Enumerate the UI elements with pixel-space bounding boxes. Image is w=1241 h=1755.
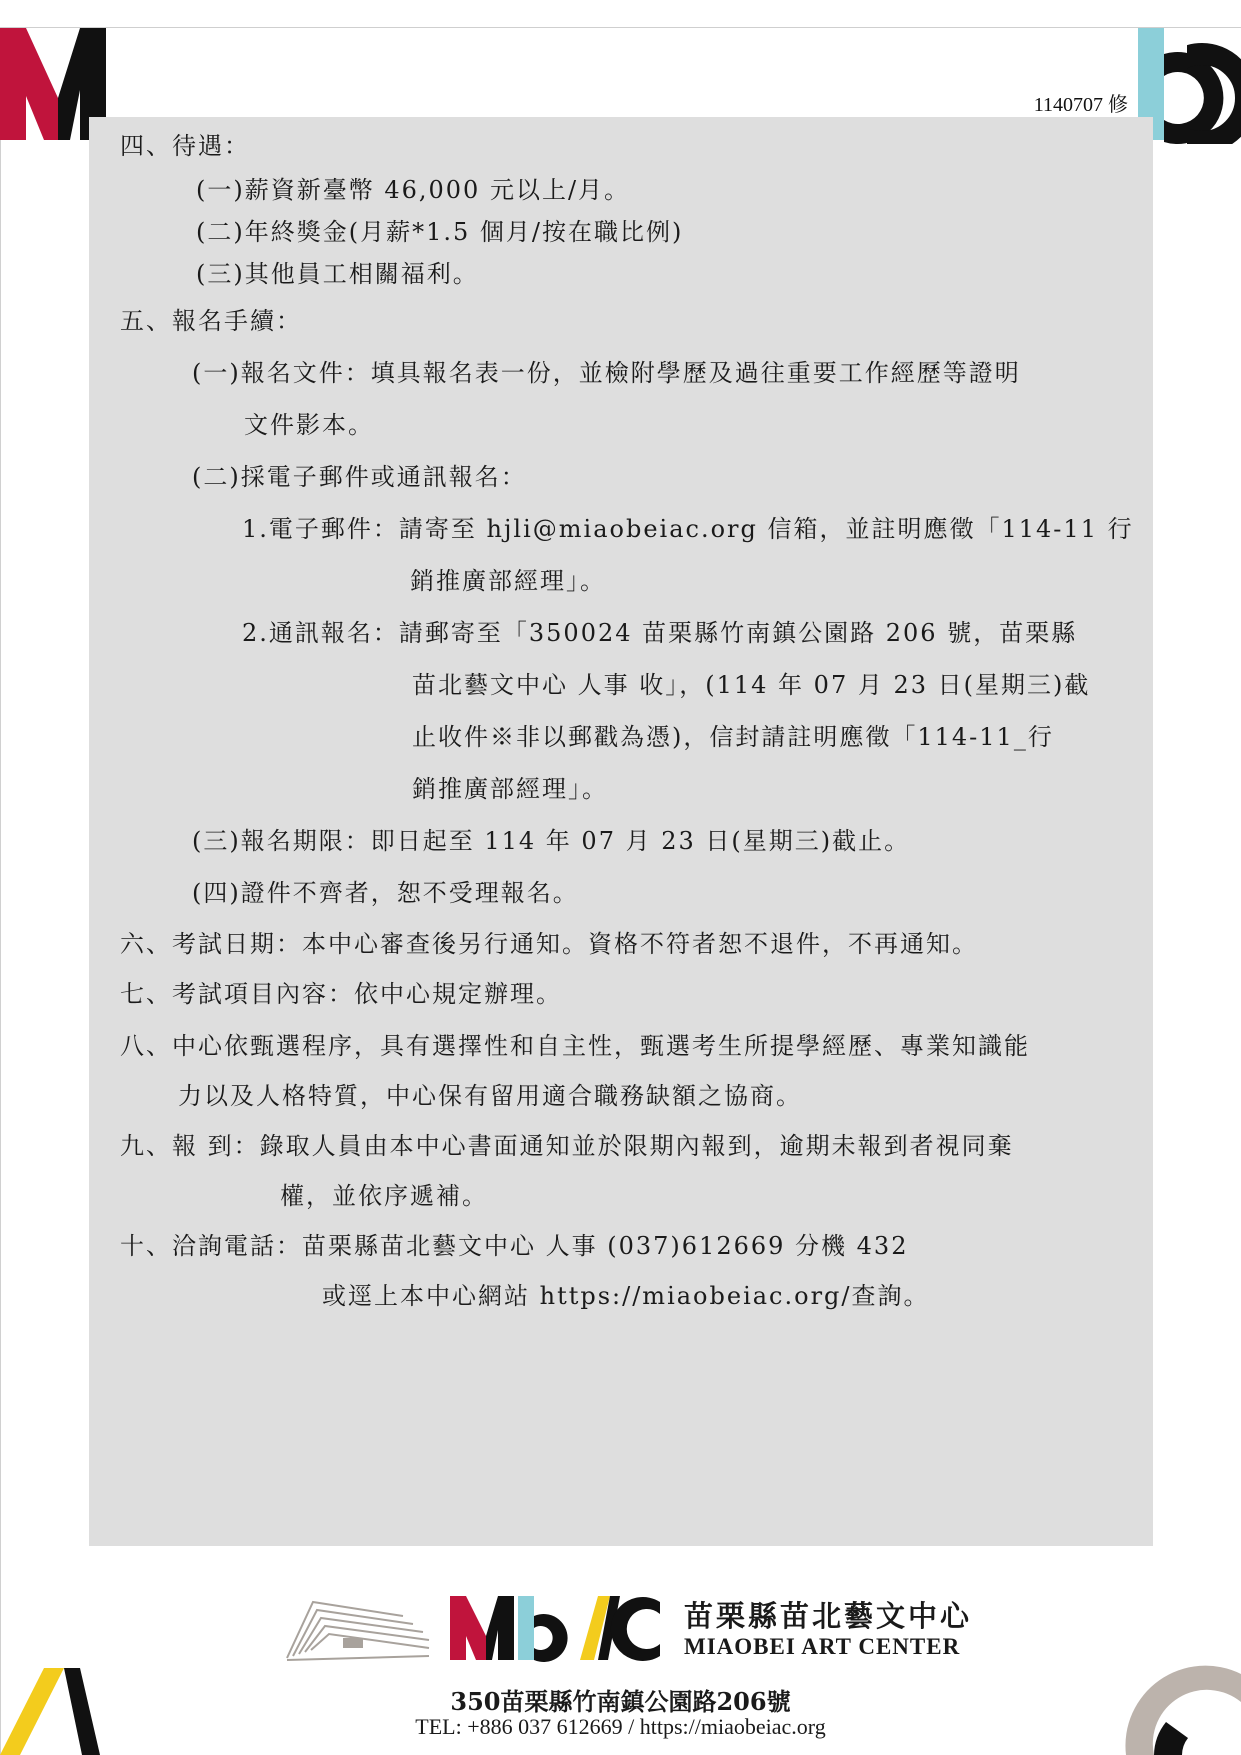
section-5-mail-cont-1: 苗北藝文中心 人事 收」，(114 年 07 月 23 日(星期三)截 [412, 671, 1091, 699]
corner-logo-b [1138, 28, 1241, 144]
section-8-cont: 力以及人格特質，中心保有留用適合職務缺額之協商。 [178, 1082, 802, 1110]
section-5-email-cont: 銷推廣部經理」。 [410, 567, 606, 595]
section-5-title: 五、報名手續： [120, 307, 302, 335]
section-5-email: 1.電子郵件：請寄至 hjli@miaobeiac.org 信箱，並註明應徵「114-11 行 [242, 515, 1134, 543]
top-rule [0, 27, 1241, 28]
section-5-item-1: (一)報名文件：填具報名表一份，並檢附學歷及過往重要工作經歷等證明 [192, 359, 1021, 387]
org-address: 350苗栗縣竹南鎮公園路206號 [450, 1687, 791, 1716]
section-7: 七、考試項目內容：依中心規定辦理。 [120, 980, 562, 1008]
section-6: 六、考試日期：本中心審查後另行通知。資格不符者恕不退件，不再通知。 [120, 930, 978, 958]
org-name-zh: 苗栗縣苗北藝文中心 [684, 1599, 973, 1633]
section-4-title: 四、待遇： [120, 132, 250, 160]
section-5-mail-cont-2: 止收件※非以郵戳為憑)，信封請註明應徵「114-11_行 [412, 723, 1054, 751]
section-10: 十、洽詢電話：苗栗縣苗北藝文中心 人事 (037)612669 分機 432 [120, 1232, 909, 1260]
building-illustration [283, 1594, 433, 1664]
left-rule [0, 27, 1, 1755]
section-5-item-3: (三)報名期限：即日起至 114 年 07 月 23 日(星期三)截止。 [192, 827, 911, 855]
section-4-item-1: (一)薪資新臺幣 46,000 元以上/月。 [196, 176, 631, 204]
section-8: 八、中心依甄選程序，具有選擇性和自主性，甄選考生所提學經歷、專業知識能 [120, 1032, 1030, 1060]
org-name-en: MIAOBEI ART CENTER [684, 1634, 961, 1659]
section-4-item-3: (三)其他員工相關福利。 [196, 260, 479, 288]
section-10-cont: 或逕上本中心網站 https://miaobeiac.org/查詢。 [322, 1282, 930, 1310]
section-5-mail: 2.通訊報名：請郵寄至「350024 苗栗縣竹南鎮公園路 206 號，苗栗縣 [242, 619, 1078, 647]
section-5-mail-cont-3: 銷推廣部經理」。 [412, 775, 608, 803]
section-4-item-2: (二)年終獎金(月薪*1.5 個月/按在職比例) [196, 218, 684, 246]
section-5-item-2: (二)採電子郵件或通訊報名： [192, 463, 527, 491]
revision-code: 1140707 修 [1033, 94, 1128, 116]
section-9-cont: 權，並依序遞補。 [280, 1182, 488, 1210]
mbac-logo [448, 1590, 662, 1666]
section-5-item-4: (四)證件不齊者，恕不受理報名。 [192, 879, 579, 907]
section-9: 九、報 到：錄取人員由本中心書面通知並於限期內報到，逾期未報到者視同棄 [120, 1132, 1014, 1160]
org-contact: TEL: +886 037 612669 / https://miaobeiac.org [415, 1714, 826, 1739]
section-5-item-1-cont: 文件影本。 [244, 411, 374, 439]
footer [0, 1580, 1241, 1755]
